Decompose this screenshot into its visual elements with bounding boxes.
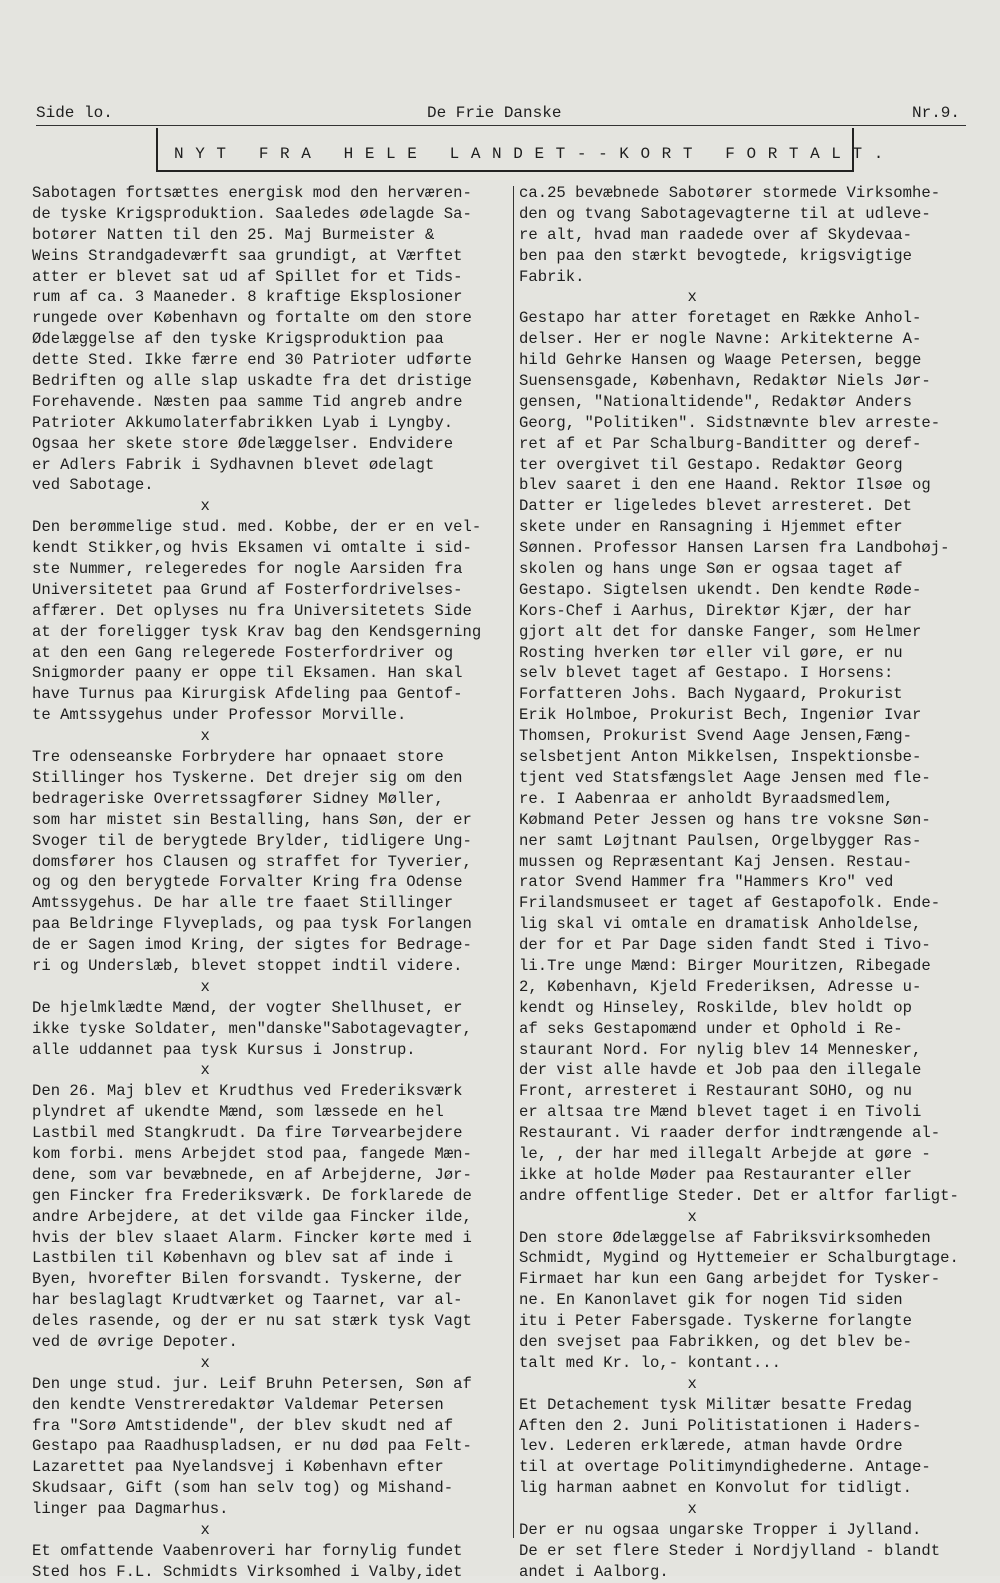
text-line: Ødelæggelse af den tyske Krigsproduktion paa <box>32 330 444 349</box>
text-line: hvis der blev slaaet Alarm. Fincker kørte med i <box>32 1228 472 1247</box>
text-line: lev. Lederen erklærede, atman havde Ordre <box>519 1437 903 1456</box>
text-line: 2, København, Kjeld Frederiksen, Adresse u- <box>519 977 922 996</box>
issue-number: Nr.9. <box>911 104 960 122</box>
text-line: Lastbilen til København og blev sat af inde i <box>32 1249 454 1268</box>
text-line: mussen og Repræsentant Kaj Jensen. Restau- <box>519 852 913 871</box>
text-line: selv blevet taget af Gestapo. I Horsens: <box>519 664 894 683</box>
text-line: Erik Holmboe, Prokurist Bech, Ingeniør Ivar <box>519 706 922 725</box>
text-line: Schmidt, Mygind og Hyttemeier er Schalburgtage. <box>519 1249 959 1268</box>
text-line: har beslaglagt Krudtværket og Taarnet, var al- <box>32 1291 463 1310</box>
text-line: De hjelmklædte Mænd, der vogter Shellhuset, er <box>32 998 463 1017</box>
text-line: rum af ca. 3 Maaneder. 8 kraftige Eksplosioner <box>32 288 463 307</box>
text-line: itu i Peter Fabersgade. Tyskerne forlangte <box>519 1312 913 1331</box>
text-line: Thomsen, Prokurist Svend Aage Jensen,Fæng- <box>519 727 913 746</box>
text-line: de er Sagen imod Kring, der sigtes for Bedrage- <box>32 936 472 955</box>
text-line: kom forbi. mens Arbejdet stod paa, fangede Mæn- <box>32 1144 472 1163</box>
text-line: Gestapo har atter foretaget en Række Anhol- <box>519 309 922 328</box>
text-line: Gestapo. Sigtelsen ukendt. Den kendte Røde- <box>519 580 922 599</box>
text-line: staurant Nord. For nylig blev 14 Mennesker, <box>519 1040 922 1059</box>
text-line: ter overgivet til Gestapo. Redaktør Georg <box>519 455 903 474</box>
text-line: skete under en Ransagning i Hjemmet efter <box>519 518 903 537</box>
text-line: at den een Gang relegerede Fosterfordriver og <box>32 643 454 662</box>
page-label: Side lo. <box>36 104 113 122</box>
text-line: ri og Underslæb, blevet stoppet indtil videre. <box>32 956 463 975</box>
text-line: Sted hos F.L. Schmidts Virksomhed i Valby,idet <box>32 1562 463 1581</box>
text-line: Georg, "Politiken". Sidstnævnte blev arreste- <box>519 413 941 432</box>
text-line: Sabotagen fortsættes energisk mod den herværen- <box>32 184 472 202</box>
text-line: Stillinger hos Tyskerne. Det drejer sig om den <box>32 768 463 787</box>
text-line: Universitetet paa Grund af Fosterfordrivelses- <box>32 580 463 599</box>
text-line: ste Nummer, relegeredes for nogle Aarsiden fra <box>32 560 463 579</box>
text-line: er altsaa tre Mænd blevet taget i en Tivoli <box>519 1103 922 1122</box>
text-line: af seks Gestapomænd under et Ophold i Re- <box>519 1019 903 1038</box>
text-line: botører Natten til den 25. Maj Burmeister & <box>32 225 435 244</box>
text-line: ca.25 bevæbnede Sabotører stormede Virksomhe- <box>519 184 941 202</box>
text-line: gen Fincker fra Frederiksværk. De forklarede de <box>32 1186 472 1205</box>
text-line: Bedriften og alle slap uskadte fra det dristige <box>32 372 472 391</box>
text-line: Svoger til de berygtede Brylder, tidligere Ung- <box>32 831 472 850</box>
text-line: Den store Ødelæggelse af Fabriksvirksomheden <box>519 1228 931 1247</box>
text-line: Kors-Chef i Aarhus, Direktør Kjær, der har <box>519 601 913 620</box>
text-line: som har mistet sin Bestalling, hans Søn, der er <box>32 810 472 829</box>
section-separator: x <box>32 497 210 516</box>
text-line: Ogsaa her skete store Ødelæggelser. Endvidere <box>32 434 454 453</box>
text-line: Den 26. Maj blev et Krudthus ved Frederiksværk <box>32 1082 463 1101</box>
text-line: gjort alt det for danske Fanger, som Helmer <box>519 622 922 641</box>
text-line: andet i Aalborg. <box>519 1562 669 1581</box>
text-line: ved de øvrige Depoter. <box>32 1332 238 1351</box>
text-line: Datter er ligeledes blevet arresteret. Det <box>519 497 913 516</box>
text-line: Forehavende. Næsten paa samme Tid angreb andre <box>32 392 463 411</box>
text-line: og og den berygtede Forvalter Kring fra Odense <box>32 873 463 892</box>
text-line: Amtssygehus. De har alle tre faaet Stillinger <box>32 894 454 913</box>
text-line: Den berømmelige stud. med. Kobbe, der er en vel- <box>32 518 482 537</box>
text-line: ne. En Kanonlavet gik for nogen Tid siden <box>519 1291 903 1310</box>
section-separator: x <box>519 1500 697 1519</box>
text-line: hild Gehrke Hansen og Waage Petersen, begge <box>519 351 922 370</box>
text-line: Lazarettet paa Nyelandsvej i København efter <box>32 1458 444 1477</box>
text-line: bedrageriske Overretssagfører Sidney Møller, <box>32 789 444 808</box>
section-separator: x <box>519 288 697 307</box>
text-line: den og tvang Sabotagevagterne til at udleve- <box>519 204 931 223</box>
text-line: Firmaet har kun een Gang arbejdet for Tysker- <box>519 1270 941 1289</box>
text-line: talt med Kr. lo,- kontant... <box>519 1353 782 1372</box>
text-line: dene, som var bevæbnede, en af Arbejderne, Jør- <box>32 1165 472 1184</box>
section-separator: x <box>32 727 210 746</box>
page-header <box>36 104 960 126</box>
text-line: Et omfattende Vaabenroveri har fornylig fundet <box>32 1541 463 1560</box>
text-line: Weins Strandgadeværft saa grundigt, at Værftet <box>32 246 463 265</box>
text-line: affærer. Det oplyses nu fra Universitetets Side <box>32 601 472 620</box>
text-line: der for et Par Dage siden fandt Sted i Tivo- <box>519 936 931 955</box>
text-line: re alt, hvad man raadede over af Skydevaa- <box>519 225 913 244</box>
text-line: Rosting hverken tør eller vil gøre, er nu <box>519 643 903 662</box>
text-line: den svejset paa Fabrikken, og det blev be- <box>519 1332 913 1351</box>
text-line: at der foreligger tysk Krav bag den Kendsgerning <box>32 622 482 641</box>
text-line: Tre odenseanske Forbrydere har opnaaet store <box>32 748 444 767</box>
text-line: ikke tyske Soldater, men"danske"Sabotagevagter, <box>32 1019 472 1038</box>
section-separator: x <box>519 1207 697 1226</box>
text-line: ner samt Løjtnant Paulsen, Orgelbygger Ras- <box>519 831 922 850</box>
text-line: De er set flere Steder i Nordjylland - blandt <box>519 1541 941 1560</box>
text-line: Snigmorder paany er oppe til Eksamen. Han skal <box>32 664 463 683</box>
right-column <box>519 183 997 1583</box>
text-line: den kendte Venstreredaktør Valdemar Petersen <box>32 1395 444 1414</box>
text-line: alle uddannet paa tysk Kursus i Jonstrup. <box>32 1040 416 1059</box>
text-line: plyndret af ukendte Mænd, som læssede en hel <box>32 1103 444 1122</box>
text-line: andre offentlige Steder. Det er altfor farligt- <box>519 1186 959 1205</box>
text-line: blev saaret i den ene Haand. Rektor Ilsøe og <box>519 476 931 495</box>
text-line: Fabrik. <box>519 267 585 286</box>
text-line: Skudsaar, Gift (som han selv tog) og Mishand- <box>32 1479 454 1498</box>
text-line: ikke at holde Møder paa Restauranter eller <box>519 1165 913 1184</box>
text-line: lig harman aabnet en Konvolut for tidligt. <box>519 1479 913 1498</box>
text-line: Et Detachement tysk Militær besatte Fredag <box>519 1395 913 1414</box>
text-line: der vist alle havde et Job paa den illegale <box>519 1061 922 1080</box>
text-line: Aften den 2. Juni Politistationen i Haders- <box>519 1416 922 1435</box>
text-line: ben paa den stærkt bevogtede, krigsvigtige <box>519 246 913 265</box>
column-divider <box>513 186 514 1538</box>
section-separator: x <box>32 1061 210 1080</box>
section-separator: x <box>32 1521 210 1539</box>
text-line: fra "Sorø Amtstidende", der blev skudt ned af <box>32 1416 454 1435</box>
text-line: paa Beldringe Flyveplads, og paa tysk Forlangen <box>32 915 472 934</box>
header-rule <box>36 125 966 126</box>
text-line: kendt og Hinseley, Roskilde, blev holdt op <box>519 998 913 1017</box>
text-line: Gestapo paa Raadhuspladsen, er nu død paa Felt- <box>32 1437 472 1456</box>
text-line: lig skal vi omtale en dramatisk Anholdelse, <box>519 915 922 934</box>
text-line: rungede over København og fortalte om den store <box>32 309 472 328</box>
text-line: Sønnen. Professor Hansen Larsen fra Landbohøj- <box>519 539 950 558</box>
text-line: dette Sted. Ikke færre end 30 Patrioter udførte <box>32 351 472 370</box>
text-line: Suensensgade, København, Redaktør Niels Jør- <box>519 372 931 391</box>
text-line: delser. Her er nogle Navne: Arkitekterne A- <box>519 330 922 349</box>
text-line: linger paa Dagmarhus. <box>32 1500 229 1519</box>
text-line: atter er blevet sat ud af Spillet for et Tids- <box>32 267 463 286</box>
text-line: gensen, "Nationaltidende", Redaktør Anders <box>519 392 913 411</box>
text-line: Den unge stud. jur. Leif Bruhn Petersen, Søn af <box>32 1374 472 1393</box>
text-line: li.Tre unge Mænd: Birger Mouritzen, Ribegade <box>519 956 931 975</box>
text-line: Byen, hvorefter Bilen forsvandt. Tyskerne, der <box>32 1270 463 1289</box>
section-separator: x <box>519 1374 697 1393</box>
text-line: tjent ved Statsfængslet Aage Jensen med fle- <box>519 768 931 787</box>
paper-name: De Frie Danske <box>427 104 562 122</box>
text-line: have Turnus paa Kirurgisk Afdeling paa Gentof- <box>32 685 463 704</box>
text-line: Frilandsmuseet er taget af Gestapofolk. Ende- <box>519 894 941 913</box>
text-line: Restaurant. Vi raader derfor indtrængende al- <box>519 1124 941 1143</box>
section-title: N Y T F R A H E L E L A N D E T - - K O R T F O R T A L T . <box>174 145 885 163</box>
left-column <box>32 183 512 1583</box>
section-separator: x <box>32 977 210 996</box>
text-line: rator Svend Hammer fra "Hammers Kro" ved <box>519 873 894 892</box>
text-line: domsfører hos Clausen og straffet for Tyverier, <box>32 852 472 871</box>
text-line: til at overtage Politimyndighederne. Antage- <box>519 1458 931 1477</box>
text-line: andre Arbejdere, at det vilde gaa Fincker ilde, <box>32 1207 472 1226</box>
text-line: de tyske Krigsproduktion. Saaledes ødelagde Sa- <box>32 204 472 223</box>
text-line: skolen og hans unge Søn er ogsaa taget af <box>519 560 903 579</box>
text-line: Der er nu ogsaa ungarske Tropper i Jylland. <box>519 1521 922 1539</box>
section-separator: x <box>32 1353 210 1372</box>
text-line: ret af et Par Schalburg-Banditter og deref- <box>519 434 922 453</box>
text-line: deles rasende, og der er nu sat stærk tysk Vagt <box>32 1312 472 1331</box>
text-line: kendt Stikker,og hvis Eksamen vi omtalte i sid- <box>32 539 472 558</box>
text-line: Forfatteren Johs. Bach Nygaard, Prokurist <box>519 685 903 704</box>
title-box <box>156 128 885 172</box>
text-line: ved Sabotage. <box>32 476 154 495</box>
text-line: Købmand Peter Jessen og hans tre voksne Søn- <box>519 810 931 829</box>
text-line: Patrioter Akkumolaterfabrikken Lyab i Lyngby. <box>32 413 454 432</box>
text-line: Front, arresteret i Restaurant SOHO, og nu <box>519 1082 913 1101</box>
text-line: le, , der har med illegalt Arbejde at gøre - <box>519 1144 931 1163</box>
text-line: te Amtssygehus under Professor Morville. <box>32 706 407 725</box>
text-line: re. I Aabenraa er anholdt Byraadsmedlem, <box>519 789 894 808</box>
text-line: Lastbil med Stangkrudt. Da fire Tørvearbejdere <box>32 1124 463 1143</box>
text-line: er Adlers Fabrik i Sydhavnen blevet ødelagt <box>32 455 435 474</box>
text-line: selsbetjent Anton Mikkelsen, Inspektionsbe- <box>519 748 922 767</box>
